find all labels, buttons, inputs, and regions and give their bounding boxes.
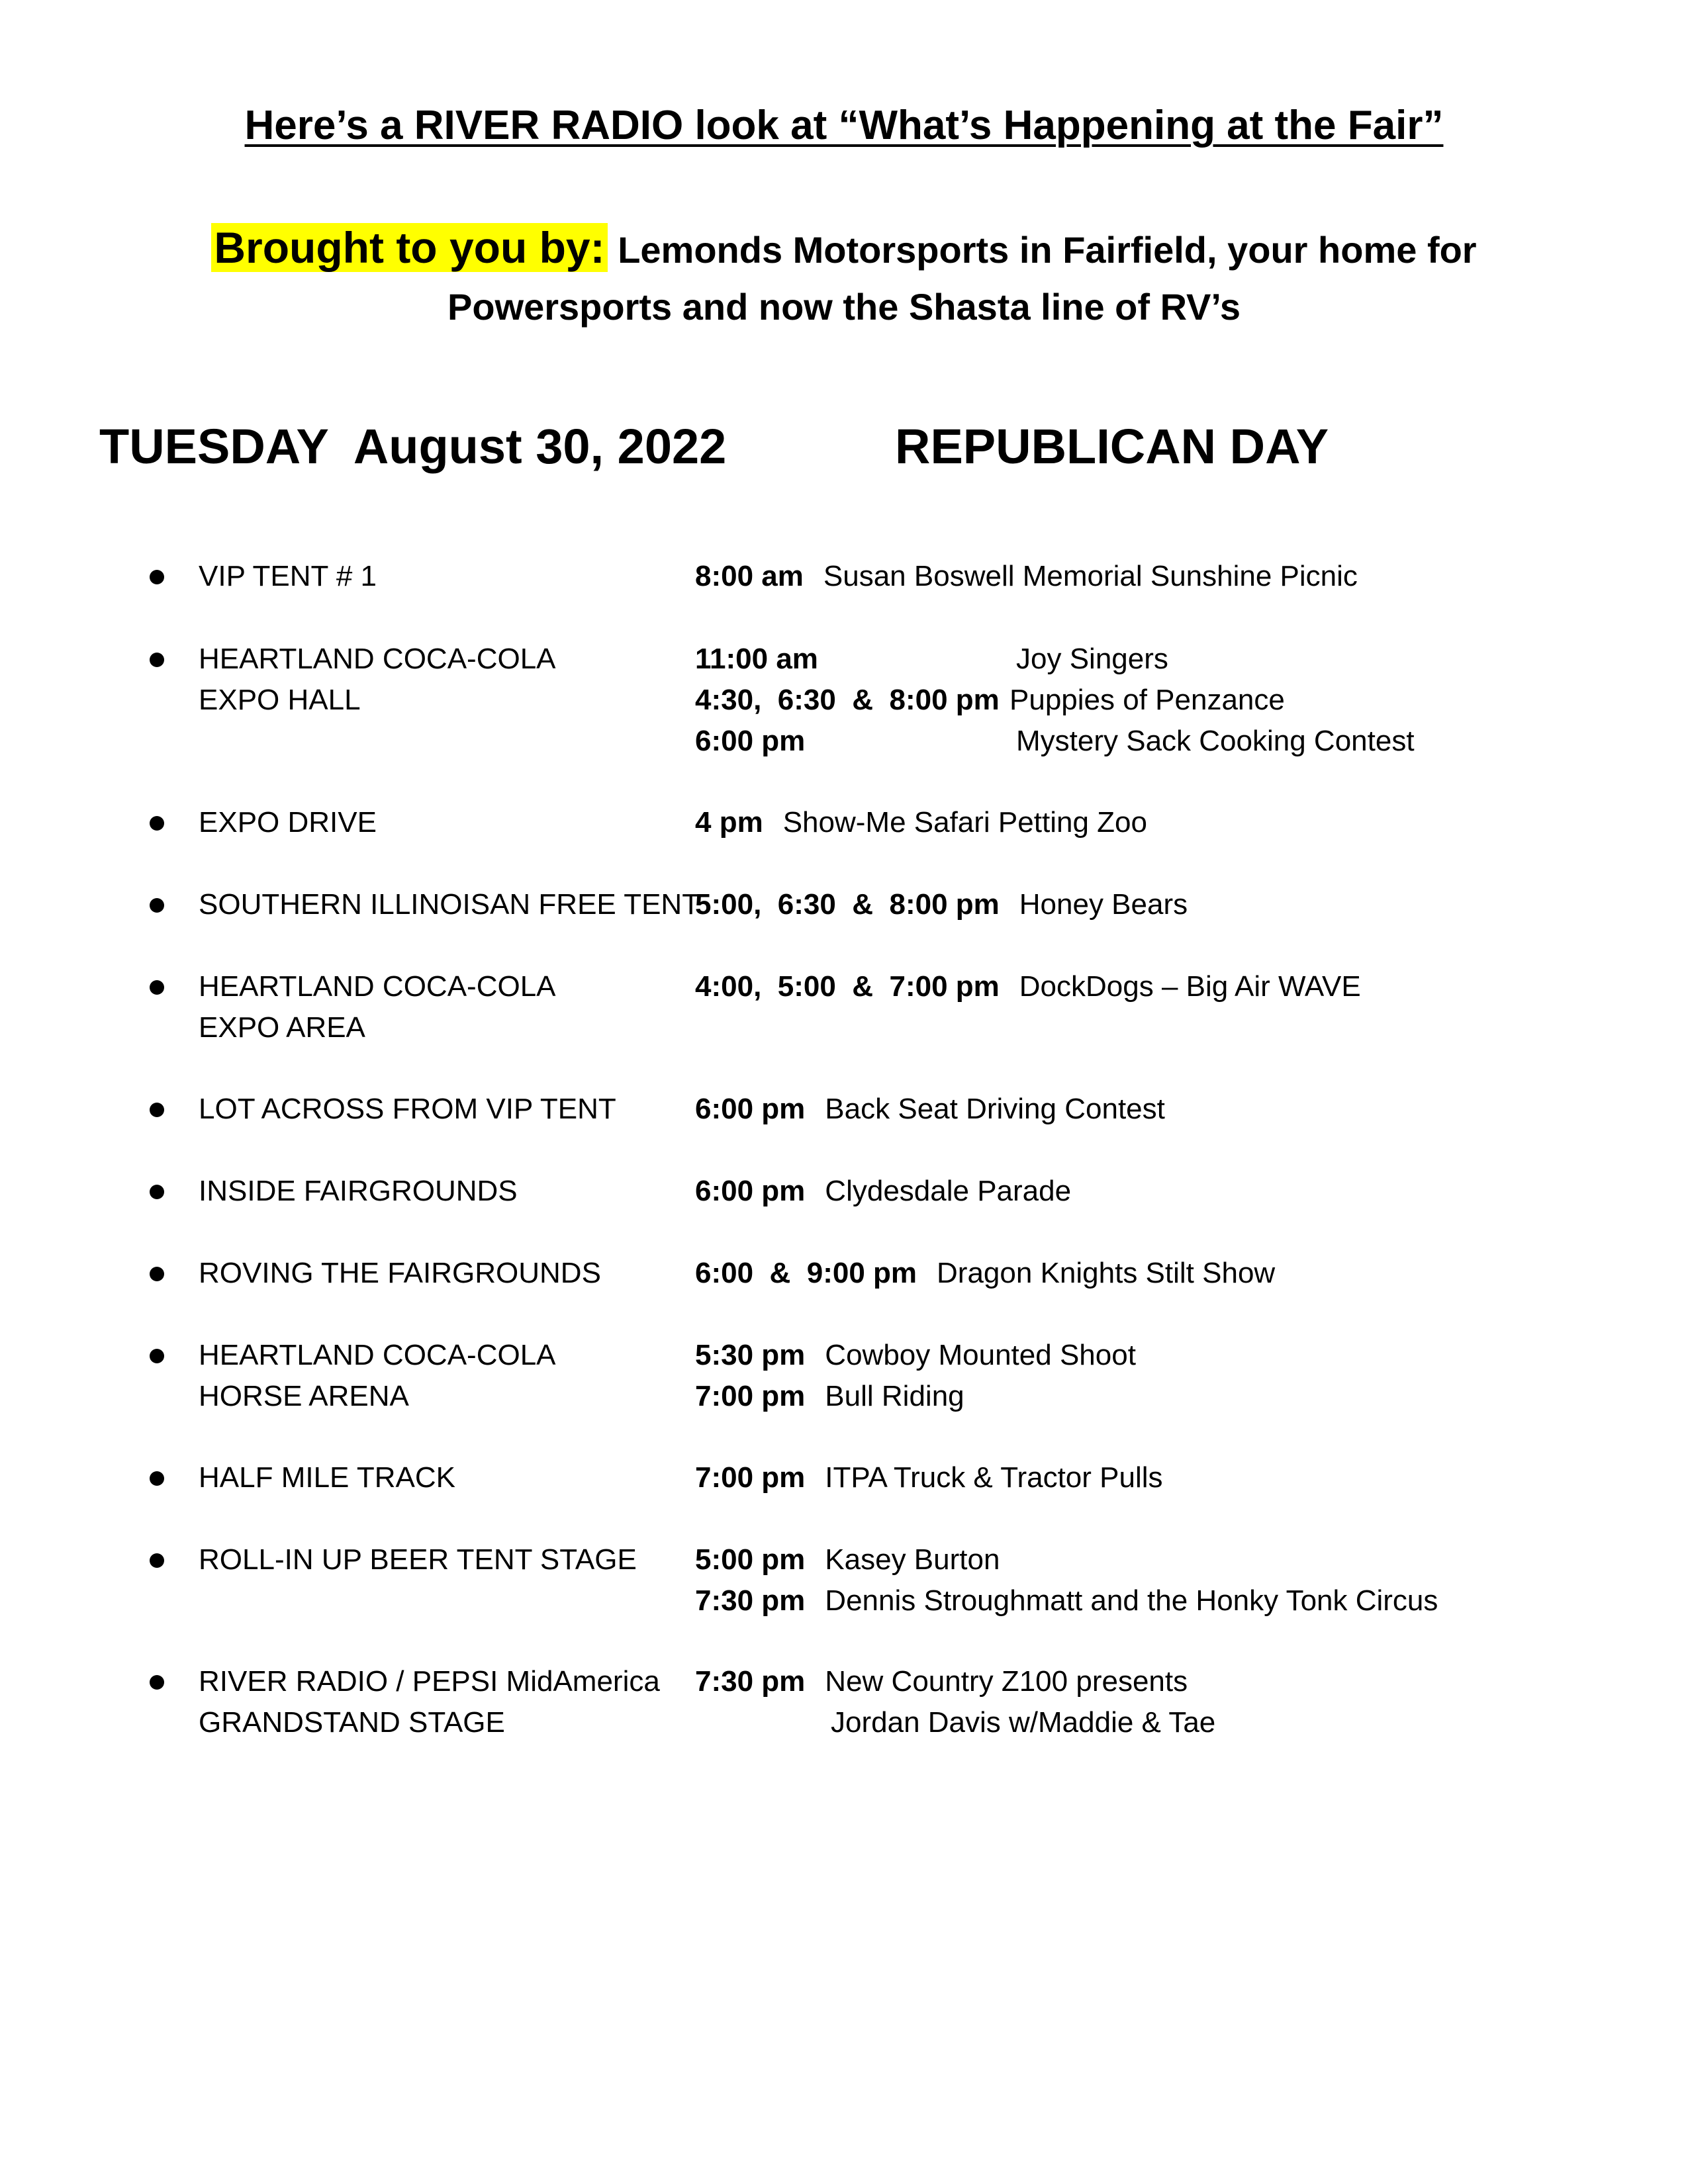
bullet-icon bbox=[150, 898, 164, 913]
event-location bbox=[199, 1171, 518, 1212]
event-times bbox=[695, 1171, 1071, 1212]
event-line bbox=[695, 1457, 1163, 1498]
event-name: ITPA Truck & Tractor Pulls bbox=[825, 1461, 1163, 1494]
event-times bbox=[695, 1661, 1216, 1743]
bullet-icon bbox=[150, 1103, 164, 1117]
event-line bbox=[695, 966, 1361, 1007]
event-location-line: SOUTHERN ILLINOISAN FREE TENT bbox=[199, 888, 700, 921]
event-location bbox=[199, 1457, 455, 1498]
event-time: 4 pm bbox=[695, 806, 763, 839]
event-location-line: HEARTLAND COCA-COLA bbox=[199, 1339, 556, 1371]
event-location-line: HORSE ARENA bbox=[199, 1380, 409, 1412]
event-location-line: EXPO DRIVE bbox=[199, 806, 377, 839]
event-time: 7:30 pm bbox=[695, 1584, 806, 1617]
event-location bbox=[199, 1661, 660, 1743]
event-times bbox=[695, 556, 1358, 597]
page-title bbox=[0, 99, 1688, 152]
event-name: Dragon Knights Stilt Show bbox=[937, 1257, 1276, 1289]
event-name: Show-Me Safari Petting Zoo bbox=[782, 806, 1147, 839]
event-time: 6:00 pm bbox=[695, 1093, 806, 1125]
event-location-line: RIVER RADIO / PEPSI MidAmerica bbox=[199, 1665, 660, 1698]
event-time: 7:30 pm bbox=[695, 1665, 806, 1698]
sponsor-line-1 bbox=[0, 220, 1688, 278]
bullet-icon bbox=[150, 1675, 164, 1690]
event-time: 8:00 am bbox=[695, 560, 804, 592]
event-time: 5:30 pm bbox=[695, 1339, 806, 1371]
event-line bbox=[695, 1539, 1438, 1580]
event-name: Dennis Stroughmatt and the Honky Tonk Circus bbox=[825, 1584, 1438, 1617]
event-name: Susan Boswell Memorial Sunshine Picnic bbox=[823, 560, 1358, 592]
event-times bbox=[695, 1539, 1438, 1621]
event-location bbox=[199, 1089, 616, 1130]
day-date: TUESDAY August 30, 2022 bbox=[99, 419, 727, 474]
event-line bbox=[695, 1253, 1275, 1294]
event-location-line: EXPO HALL bbox=[199, 684, 361, 716]
bullet-icon bbox=[150, 1349, 164, 1363]
event-time: 6:00 pm bbox=[695, 725, 806, 757]
event-location-line: HEARTLAND COCA-COLA bbox=[199, 643, 556, 675]
sponsor-text-2: Powersports and now the Shasta line of RV’s bbox=[447, 286, 1241, 328]
bullet-icon bbox=[150, 1267, 164, 1281]
event-time: 6:00 pm bbox=[695, 1175, 806, 1207]
event-name: Joy Singers bbox=[1016, 643, 1168, 675]
event-time: 5:00 pm bbox=[695, 1543, 806, 1576]
event-line bbox=[695, 556, 1358, 597]
event-location-line: ROVING THE FAIRGROUNDS bbox=[199, 1257, 601, 1289]
sponsor-label: Brought to you by: bbox=[211, 223, 607, 272]
event-location bbox=[199, 802, 377, 843]
event-times bbox=[695, 639, 1415, 762]
event-line bbox=[695, 1376, 1136, 1417]
bullet-icon bbox=[150, 816, 164, 831]
event-line bbox=[695, 884, 1188, 925]
event-time: 11:00 am bbox=[695, 643, 818, 675]
event-location bbox=[199, 639, 556, 721]
event-times bbox=[695, 1457, 1163, 1498]
event-name: Bull Riding bbox=[825, 1380, 964, 1412]
sponsor-line-2 bbox=[0, 279, 1688, 335]
event-name: Jordan Davis w/Maddie & Tae bbox=[831, 1706, 1216, 1739]
event-line bbox=[695, 1089, 1165, 1130]
day-theme: REPUBLICAN DAY bbox=[895, 419, 1329, 474]
event-time: 7:00 pm bbox=[695, 1380, 806, 1412]
event-name: Honey Bears bbox=[1019, 888, 1188, 921]
event-line bbox=[695, 802, 1147, 843]
bullet-icon bbox=[150, 980, 164, 995]
bullet-icon bbox=[150, 1185, 164, 1199]
event-line bbox=[695, 1580, 1438, 1621]
event-name: Puppies of Penzance bbox=[1009, 684, 1285, 716]
bullet-icon bbox=[150, 1553, 164, 1568]
bullet-icon bbox=[150, 1471, 164, 1486]
event-location bbox=[199, 1335, 556, 1417]
page-title-text: Here’s a RIVER RADIO look at “What’s Happening at the Fair” bbox=[244, 103, 1444, 148]
event-time: 5:00, 6:30 & 8:00 pm bbox=[695, 888, 1000, 921]
event-location bbox=[199, 556, 377, 597]
event-location-line: VIP TENT # 1 bbox=[199, 560, 377, 592]
event-line bbox=[695, 721, 1415, 762]
event-times bbox=[695, 1335, 1136, 1417]
event-location-line: GRANDSTAND STAGE bbox=[199, 1706, 505, 1739]
event-location-line: HALF MILE TRACK bbox=[199, 1461, 455, 1494]
event-location-line: HEARTLAND COCA-COLA bbox=[199, 970, 556, 1003]
event-line bbox=[695, 1335, 1136, 1376]
event-location bbox=[199, 884, 700, 925]
event-name: Back Seat Driving Contest bbox=[825, 1093, 1165, 1125]
bullet-icon bbox=[150, 570, 164, 584]
event-line bbox=[695, 1702, 1216, 1743]
event-location bbox=[199, 966, 556, 1048]
sponsor-text-1: Lemonds Motorsports in Fairfield, your home for bbox=[618, 229, 1477, 271]
event-times bbox=[695, 966, 1361, 1007]
event-location bbox=[199, 1253, 601, 1294]
bullet-icon bbox=[150, 653, 164, 667]
event-name: DockDogs – Big Air WAVE bbox=[1019, 970, 1361, 1003]
event-name: Clydesdale Parade bbox=[825, 1175, 1072, 1207]
event-times bbox=[695, 884, 1188, 925]
event-location-line: INSIDE FAIRGROUNDS bbox=[199, 1175, 518, 1207]
event-location-line: ROLL-IN UP BEER TENT STAGE bbox=[199, 1543, 637, 1576]
event-times bbox=[695, 802, 1147, 843]
event-times bbox=[695, 1089, 1165, 1130]
event-time: 6:00 & 9:00 pm bbox=[695, 1257, 917, 1289]
event-name: Mystery Sack Cooking Contest bbox=[1016, 725, 1415, 757]
event-time: 4:00, 5:00 & 7:00 pm bbox=[695, 970, 1000, 1003]
event-name: New Country Z100 presents bbox=[825, 1665, 1188, 1698]
event-line bbox=[695, 639, 1168, 680]
event-name: Cowboy Mounted Shoot bbox=[825, 1339, 1136, 1371]
event-time: 7:00 pm bbox=[695, 1461, 806, 1494]
event-location bbox=[199, 1539, 637, 1580]
event-line bbox=[695, 680, 1285, 721]
event-line bbox=[695, 1661, 1188, 1702]
event-location-line: EXPO AREA bbox=[199, 1011, 365, 1044]
event-times bbox=[695, 1253, 1275, 1294]
event-line bbox=[695, 1171, 1071, 1212]
event-location-line: LOT ACROSS FROM VIP TENT bbox=[199, 1093, 616, 1125]
event-name: Kasey Burton bbox=[825, 1543, 1000, 1576]
event-time: 4:30, 6:30 & 8:00 pm bbox=[695, 684, 1000, 716]
